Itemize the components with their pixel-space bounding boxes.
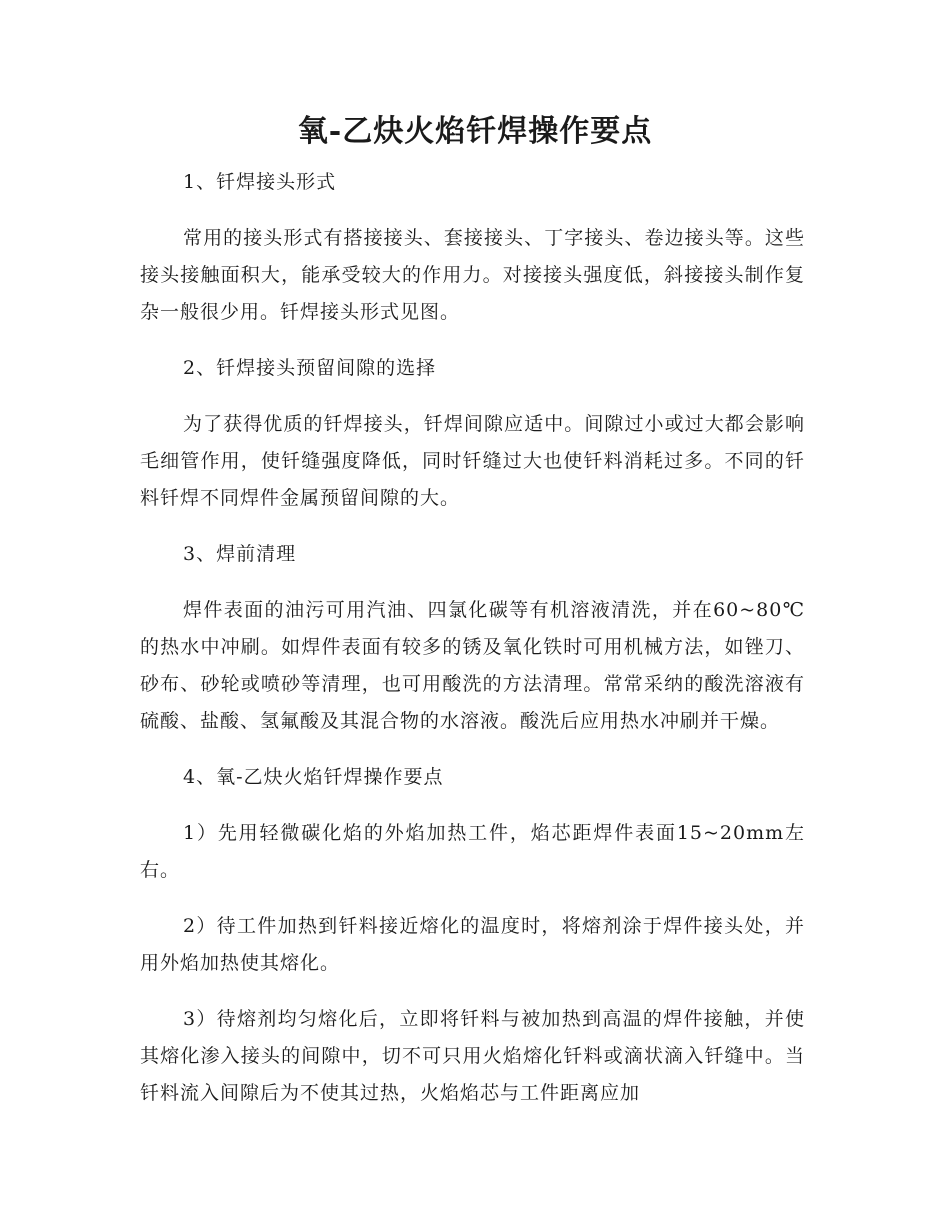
section-heading: 3、焊前清理 xyxy=(183,543,297,565)
document-title: 氧-乙炔火焰钎焊操作要点 xyxy=(297,114,653,149)
paragraph: 2）待工件加热到钎料接近熔化的温度时，将熔剂涂于焊件接头处，并用外焰加热使其熔化。 xyxy=(140,915,805,974)
paragraph: 常用的接头形式有搭接接头、套接接头、丁字接头、卷边接头等。这些接头接触面积大，能承受较大的作用力。对接接头强度低，斜接接头制作复杂一般很少用。钎焊接头形式见图。 xyxy=(140,227,805,323)
paragraph: 为了获得优质的钎焊接头，钎焊间隙应适中。间隙过小或过大都会影响毛细管作用，使钎缝强度降低，同时钎缝过大也使钎料消耗过多。不同的钎料钎焊不同焊件金属预留间隙的大。 xyxy=(140,413,805,509)
document-body xyxy=(140,164,805,1131)
paragraph: 1）先用轻微碳化焰的外焰加热工件，焰芯距焊件表面15~20mm左右。 xyxy=(140,822,805,881)
paragraph: 3）待熔剂均匀熔化后，立即将钎料与被加热到高温的焊件接触，并使其熔化渗入接头的间隙中，切不可只用火焰熔化钎料或滴状滴入钎缝中。当钎料流入间隙后为不使其过热，火焰焰芯与工件距离应加 xyxy=(140,1008,805,1104)
section-heading: 1、钎焊接头形式 xyxy=(183,171,337,193)
section-heading: 2、钎焊接头预留间隙的选择 xyxy=(183,357,437,379)
paragraph: 焊件表面的油污可用汽油、四氯化碳等有机溶液清洗，并在60~80℃ 的热水中冲刷。如焊件表面有较多的锈及氧化铁时可用机械方法，如锉刀、砂布、砂轮或喷砂等清理，也可用酸洗的方法清理。常常采纳的酸洗溶液有硫酸、盐酸、氢氟酸及其混合物的水溶液。酸洗后应用热水冲刷并干燥。 xyxy=(140,599,805,732)
section-heading: 4、氧-乙炔火焰钎焊操作要点 xyxy=(183,766,444,788)
